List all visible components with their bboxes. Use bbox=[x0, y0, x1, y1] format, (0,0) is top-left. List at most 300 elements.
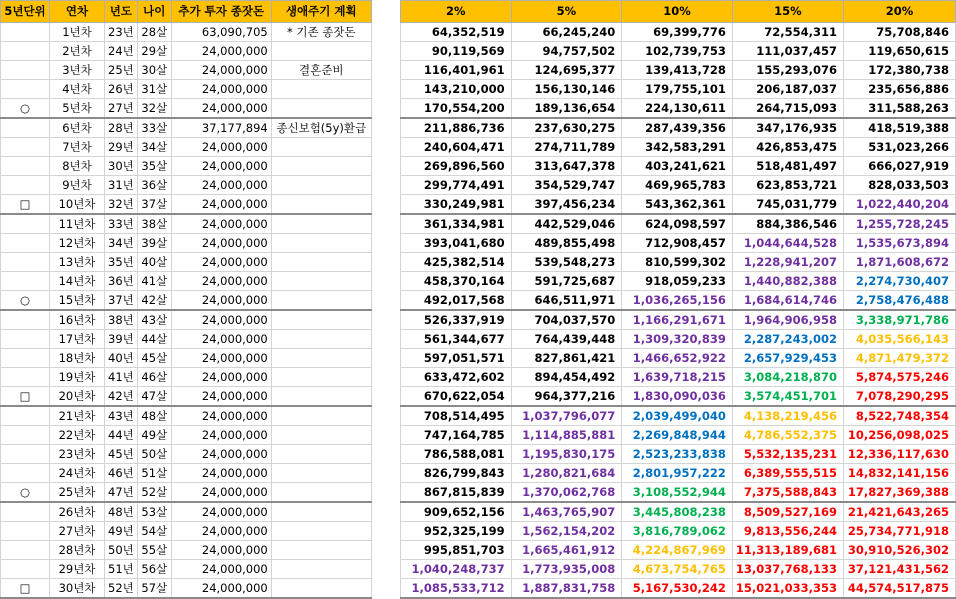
growth-value-cell[interactable]: 1,773,935,008 bbox=[511, 560, 622, 579]
growth-value-cell[interactable]: 8,509,527,169 bbox=[732, 502, 843, 522]
investment-cell[interactable]: 24,000,000 bbox=[171, 42, 271, 61]
investment-cell[interactable]: 24,000,000 bbox=[171, 291, 271, 311]
growth-value-cell[interactable]: 7,375,588,843 bbox=[732, 483, 843, 503]
growth-value-cell[interactable]: 3,108,552,944 bbox=[622, 483, 733, 503]
growth-value-cell[interactable]: 894,454,492 bbox=[511, 368, 622, 387]
five-year-mark[interactable] bbox=[1, 80, 50, 99]
age-cell[interactable]: 38살 bbox=[137, 214, 171, 234]
growth-value-cell[interactable]: 1,463,765,907 bbox=[511, 502, 622, 522]
growth-value-cell[interactable]: 1,871,608,672 bbox=[844, 253, 956, 272]
five-year-mark[interactable] bbox=[1, 368, 50, 387]
age-cell[interactable]: 48살 bbox=[137, 406, 171, 426]
growth-value-cell[interactable]: 426,853,475 bbox=[732, 138, 843, 157]
growth-value-cell[interactable]: 964,377,216 bbox=[511, 387, 622, 407]
growth-value-cell[interactable]: 347,176,935 bbox=[732, 118, 843, 138]
five-year-mark[interactable] bbox=[1, 234, 50, 253]
growth-value-cell[interactable]: 1,037,796,077 bbox=[511, 406, 622, 426]
five-year-mark[interactable] bbox=[1, 138, 50, 157]
plan-cell[interactable] bbox=[271, 445, 371, 464]
plan-cell[interactable] bbox=[271, 464, 371, 483]
growth-value-cell[interactable]: 670,622,054 bbox=[401, 387, 512, 407]
growth-value-cell[interactable]: 518,481,497 bbox=[732, 157, 843, 176]
growth-value-cell[interactable]: 124,695,377 bbox=[511, 61, 622, 80]
five-year-mark[interactable] bbox=[1, 310, 50, 330]
five-year-mark[interactable]: ○ bbox=[1, 483, 50, 503]
growth-value-cell[interactable]: 30,910,526,302 bbox=[844, 541, 956, 560]
growth-value-cell[interactable]: 1,280,821,684 bbox=[511, 464, 622, 483]
growth-value-cell[interactable]: 299,774,491 bbox=[401, 176, 512, 195]
growth-value-cell[interactable]: 597,051,571 bbox=[401, 349, 512, 368]
growth-value-cell[interactable]: 235,656,886 bbox=[844, 80, 956, 99]
investment-cell[interactable]: 24,000,000 bbox=[171, 579, 271, 599]
plan-cell[interactable] bbox=[271, 310, 371, 330]
plan-cell[interactable] bbox=[271, 195, 371, 215]
growth-value-cell[interactable]: 403,241,621 bbox=[622, 157, 733, 176]
investment-cell[interactable]: 24,000,000 bbox=[171, 406, 271, 426]
five-year-mark[interactable]: ○ bbox=[1, 99, 50, 119]
age-cell[interactable]: 29살 bbox=[137, 42, 171, 61]
year-count-cell[interactable]: 11년차 bbox=[50, 214, 105, 234]
age-cell[interactable]: 41살 bbox=[137, 272, 171, 291]
growth-value-cell[interactable]: 1,255,728,245 bbox=[844, 214, 956, 234]
growth-value-cell[interactable]: 1,684,614,746 bbox=[732, 291, 843, 311]
five-year-mark[interactable]: □ bbox=[1, 387, 50, 407]
year-cell[interactable]: 39년 bbox=[105, 330, 138, 349]
investment-cell[interactable]: 24,000,000 bbox=[171, 368, 271, 387]
growth-value-cell[interactable]: 72,554,311 bbox=[732, 23, 843, 42]
growth-value-cell[interactable]: 764,439,448 bbox=[511, 330, 622, 349]
plan-cell[interactable] bbox=[271, 349, 371, 368]
header-additional-investment[interactable]: 추가 투자 종잣돈 bbox=[171, 1, 271, 23]
growth-value-cell[interactable]: 25,734,771,918 bbox=[844, 522, 956, 541]
growth-value-cell[interactable]: 3,445,808,238 bbox=[622, 502, 733, 522]
year-cell[interactable]: 44년 bbox=[105, 426, 138, 445]
growth-value-cell[interactable]: 1,166,291,671 bbox=[622, 310, 733, 330]
growth-value-cell[interactable]: 1,044,644,528 bbox=[732, 234, 843, 253]
year-count-cell[interactable]: 4년차 bbox=[50, 80, 105, 99]
growth-value-cell[interactable]: 952,325,199 bbox=[401, 522, 512, 541]
growth-value-cell[interactable]: 591,725,687 bbox=[511, 272, 622, 291]
year-cell[interactable]: 30년 bbox=[105, 157, 138, 176]
investment-cell[interactable]: 24,000,000 bbox=[171, 502, 271, 522]
growth-value-cell[interactable]: 264,715,093 bbox=[732, 99, 843, 119]
investment-cell[interactable]: 24,000,000 bbox=[171, 330, 271, 349]
investment-cell[interactable]: 24,000,000 bbox=[171, 387, 271, 407]
growth-value-cell[interactable]: 3,574,451,701 bbox=[732, 387, 843, 407]
growth-value-cell[interactable]: 4,138,219,456 bbox=[732, 406, 843, 426]
age-cell[interactable]: 34살 bbox=[137, 138, 171, 157]
growth-value-cell[interactable]: 313,647,378 bbox=[511, 157, 622, 176]
year-count-cell[interactable]: 21년차 bbox=[50, 406, 105, 426]
growth-value-cell[interactable]: 5,167,530,242 bbox=[622, 579, 733, 599]
header-age[interactable]: 나이 bbox=[137, 1, 171, 23]
growth-value-cell[interactable]: 15,021,033,353 bbox=[732, 579, 843, 599]
year-count-cell[interactable]: 3년차 bbox=[50, 61, 105, 80]
year-cell[interactable]: 43년 bbox=[105, 406, 138, 426]
plan-cell[interactable] bbox=[271, 80, 371, 99]
year-count-cell[interactable]: 13년차 bbox=[50, 253, 105, 272]
growth-value-cell[interactable]: 189,136,654 bbox=[511, 99, 622, 119]
five-year-mark[interactable] bbox=[1, 214, 50, 234]
age-cell[interactable]: 40살 bbox=[137, 253, 171, 272]
year-cell[interactable]: 24년 bbox=[105, 42, 138, 61]
year-count-cell[interactable]: 27년차 bbox=[50, 522, 105, 541]
age-cell[interactable]: 57살 bbox=[137, 579, 171, 599]
year-count-cell[interactable]: 16년차 bbox=[50, 310, 105, 330]
investment-cell[interactable]: 24,000,000 bbox=[171, 61, 271, 80]
five-year-mark[interactable] bbox=[1, 176, 50, 195]
age-cell[interactable]: 36살 bbox=[137, 176, 171, 195]
plan-cell[interactable] bbox=[271, 253, 371, 272]
year-cell[interactable]: 25년 bbox=[105, 61, 138, 80]
growth-value-cell[interactable]: 867,815,839 bbox=[401, 483, 512, 503]
growth-value-cell[interactable]: 1,562,154,202 bbox=[511, 522, 622, 541]
growth-value-cell[interactable]: 361,334,981 bbox=[401, 214, 512, 234]
year-cell[interactable]: 46년 bbox=[105, 464, 138, 483]
five-year-mark[interactable] bbox=[1, 23, 50, 42]
growth-value-cell[interactable]: 8,522,748,354 bbox=[844, 406, 956, 426]
investment-cell[interactable]: 24,000,000 bbox=[171, 483, 271, 503]
growth-value-cell[interactable]: 4,786,552,375 bbox=[732, 426, 843, 445]
growth-value-cell[interactable]: 442,529,046 bbox=[511, 214, 622, 234]
growth-value-cell[interactable]: 1,114,885,881 bbox=[511, 426, 622, 445]
growth-value-cell[interactable]: 884,386,546 bbox=[732, 214, 843, 234]
age-cell[interactable]: 45살 bbox=[137, 349, 171, 368]
five-year-mark[interactable]: □ bbox=[1, 579, 50, 599]
growth-value-cell[interactable]: 75,708,846 bbox=[844, 23, 956, 42]
five-year-mark[interactable]: □ bbox=[1, 195, 50, 215]
investment-cell[interactable]: 63,090,705 bbox=[171, 23, 271, 42]
growth-value-cell[interactable]: 3,084,218,870 bbox=[732, 368, 843, 387]
year-cell[interactable]: 35년 bbox=[105, 253, 138, 272]
growth-value-cell[interactable]: 354,529,747 bbox=[511, 176, 622, 195]
investment-cell[interactable]: 24,000,000 bbox=[171, 195, 271, 215]
five-year-mark[interactable] bbox=[1, 560, 50, 579]
age-cell[interactable]: 54살 bbox=[137, 522, 171, 541]
age-cell[interactable]: 44살 bbox=[137, 330, 171, 349]
age-cell[interactable]: 50살 bbox=[137, 445, 171, 464]
growth-value-cell[interactable]: 828,033,503 bbox=[844, 176, 956, 195]
growth-value-cell[interactable]: 10,256,098,025 bbox=[844, 426, 956, 445]
growth-value-cell[interactable]: 393,041,680 bbox=[401, 234, 512, 253]
plan-cell[interactable]: 결혼준비 bbox=[271, 61, 371, 80]
age-cell[interactable]: 42살 bbox=[137, 291, 171, 311]
growth-value-cell[interactable]: 240,604,471 bbox=[401, 138, 512, 157]
growth-value-cell[interactable]: 633,472,602 bbox=[401, 368, 512, 387]
plan-cell[interactable] bbox=[271, 272, 371, 291]
growth-value-cell[interactable]: 287,439,356 bbox=[622, 118, 733, 138]
investment-cell[interactable]: 24,000,000 bbox=[171, 234, 271, 253]
growth-value-cell[interactable]: 1,309,320,839 bbox=[622, 330, 733, 349]
growth-value-cell[interactable]: 418,519,388 bbox=[844, 118, 956, 138]
growth-value-cell[interactable]: 2,523,233,838 bbox=[622, 445, 733, 464]
growth-value-cell[interactable]: 543,362,361 bbox=[622, 195, 733, 215]
investment-cell[interactable]: 24,000,000 bbox=[171, 253, 271, 272]
five-year-mark[interactable] bbox=[1, 426, 50, 445]
growth-value-cell[interactable]: 1,370,062,768 bbox=[511, 483, 622, 503]
year-count-cell[interactable]: 23년차 bbox=[50, 445, 105, 464]
investment-cell[interactable]: 24,000,000 bbox=[171, 464, 271, 483]
age-cell[interactable]: 47살 bbox=[137, 387, 171, 407]
growth-value-cell[interactable]: 269,896,560 bbox=[401, 157, 512, 176]
investment-cell[interactable]: 24,000,000 bbox=[171, 99, 271, 119]
year-count-cell[interactable]: 25년차 bbox=[50, 483, 105, 503]
growth-value-cell[interactable]: 2,269,848,944 bbox=[622, 426, 733, 445]
header-year-count[interactable]: 연차 bbox=[50, 1, 105, 23]
year-cell[interactable]: 50년 bbox=[105, 541, 138, 560]
plan-cell[interactable] bbox=[271, 387, 371, 407]
growth-value-cell[interactable]: 330,249,981 bbox=[401, 195, 512, 215]
growth-value-cell[interactable]: 1,535,673,894 bbox=[844, 234, 956, 253]
year-cell[interactable]: 26년 bbox=[105, 80, 138, 99]
year-cell[interactable]: 41년 bbox=[105, 368, 138, 387]
year-count-cell[interactable]: 2년차 bbox=[50, 42, 105, 61]
growth-value-cell[interactable]: 704,037,570 bbox=[511, 310, 622, 330]
five-year-mark[interactable] bbox=[1, 522, 50, 541]
growth-value-cell[interactable]: 11,313,189,681 bbox=[732, 541, 843, 560]
growth-value-cell[interactable]: 918,059,233 bbox=[622, 272, 733, 291]
growth-value-cell[interactable]: 561,344,677 bbox=[401, 330, 512, 349]
header-rate-10[interactable]: 10% bbox=[622, 1, 733, 23]
growth-value-cell[interactable]: 708,514,495 bbox=[401, 406, 512, 426]
plan-cell[interactable] bbox=[271, 502, 371, 522]
plan-cell[interactable] bbox=[271, 579, 371, 599]
plan-cell[interactable] bbox=[271, 138, 371, 157]
growth-value-cell[interactable]: 531,023,266 bbox=[844, 138, 956, 157]
growth-value-cell[interactable]: 311,588,263 bbox=[844, 99, 956, 119]
growth-value-cell[interactable]: 4,035,566,143 bbox=[844, 330, 956, 349]
growth-value-cell[interactable]: 1,022,440,204 bbox=[844, 195, 956, 215]
age-cell[interactable]: 37살 bbox=[137, 195, 171, 215]
growth-value-cell[interactable]: 155,293,076 bbox=[732, 61, 843, 80]
year-cell[interactable]: 33년 bbox=[105, 214, 138, 234]
header-rate-5[interactable]: 5% bbox=[511, 1, 622, 23]
growth-value-cell[interactable]: 3,816,789,062 bbox=[622, 522, 733, 541]
growth-value-cell[interactable]: 1,040,248,737 bbox=[401, 560, 512, 579]
growth-value-cell[interactable]: 826,799,843 bbox=[401, 464, 512, 483]
five-year-mark[interactable] bbox=[1, 61, 50, 80]
year-count-cell[interactable]: 8년차 bbox=[50, 157, 105, 176]
year-cell[interactable]: 36년 bbox=[105, 272, 138, 291]
age-cell[interactable]: 55살 bbox=[137, 541, 171, 560]
year-count-cell[interactable]: 18년차 bbox=[50, 349, 105, 368]
age-cell[interactable]: 33살 bbox=[137, 118, 171, 138]
age-cell[interactable]: 28살 bbox=[137, 23, 171, 42]
year-count-cell[interactable]: 17년차 bbox=[50, 330, 105, 349]
plan-cell[interactable] bbox=[271, 157, 371, 176]
year-cell[interactable]: 29년 bbox=[105, 138, 138, 157]
investment-cell[interactable]: 24,000,000 bbox=[171, 138, 271, 157]
year-cell[interactable]: 45년 bbox=[105, 445, 138, 464]
growth-value-cell[interactable]: 1,639,718,215 bbox=[622, 368, 733, 387]
plan-cell[interactable] bbox=[271, 99, 371, 119]
five-year-mark[interactable] bbox=[1, 42, 50, 61]
growth-value-cell[interactable]: 94,757,502 bbox=[511, 42, 622, 61]
header-year[interactable]: 년도 bbox=[105, 1, 138, 23]
growth-value-cell[interactable]: 66,245,240 bbox=[511, 23, 622, 42]
year-count-cell[interactable]: 7년차 bbox=[50, 138, 105, 157]
growth-value-cell[interactable]: 179,755,101 bbox=[622, 80, 733, 99]
growth-value-cell[interactable]: 21,421,643,265 bbox=[844, 502, 956, 522]
investment-cell[interactable]: 37,177,894 bbox=[171, 118, 271, 138]
plan-cell[interactable] bbox=[271, 330, 371, 349]
growth-value-cell[interactable]: 2,758,476,488 bbox=[844, 291, 956, 311]
growth-value-cell[interactable]: 1,830,090,036 bbox=[622, 387, 733, 407]
five-year-mark[interactable] bbox=[1, 253, 50, 272]
five-year-mark[interactable] bbox=[1, 157, 50, 176]
age-cell[interactable]: 35살 bbox=[137, 157, 171, 176]
investment-cell[interactable]: 24,000,000 bbox=[171, 560, 271, 579]
year-count-cell[interactable]: 28년차 bbox=[50, 541, 105, 560]
five-year-mark[interactable]: ○ bbox=[1, 291, 50, 311]
five-year-mark[interactable] bbox=[1, 406, 50, 426]
year-cell[interactable]: 23년 bbox=[105, 23, 138, 42]
five-year-mark[interactable] bbox=[1, 445, 50, 464]
growth-value-cell[interactable]: 211,886,736 bbox=[401, 118, 512, 138]
growth-value-cell[interactable]: 14,832,141,156 bbox=[844, 464, 956, 483]
age-cell[interactable]: 51살 bbox=[137, 464, 171, 483]
plan-cell[interactable] bbox=[271, 291, 371, 311]
investment-cell[interactable]: 24,000,000 bbox=[171, 522, 271, 541]
growth-value-cell[interactable]: 143,210,000 bbox=[401, 80, 512, 99]
year-count-cell[interactable]: 29년차 bbox=[50, 560, 105, 579]
growth-value-cell[interactable]: 397,456,234 bbox=[511, 195, 622, 215]
investment-cell[interactable]: 24,000,000 bbox=[171, 80, 271, 99]
five-year-mark[interactable] bbox=[1, 349, 50, 368]
year-cell[interactable]: 40년 bbox=[105, 349, 138, 368]
plan-cell[interactable] bbox=[271, 214, 371, 234]
plan-cell[interactable] bbox=[271, 368, 371, 387]
growth-value-cell[interactable]: 425,382,514 bbox=[401, 253, 512, 272]
five-year-mark[interactable] bbox=[1, 118, 50, 138]
growth-value-cell[interactable]: 102,739,753 bbox=[622, 42, 733, 61]
plan-cell[interactable] bbox=[271, 426, 371, 445]
header-5yr-unit[interactable]: 5년단위 bbox=[1, 1, 50, 23]
growth-value-cell[interactable]: 4,224,867,969 bbox=[622, 541, 733, 560]
year-cell[interactable]: 48년 bbox=[105, 502, 138, 522]
year-cell[interactable]: 31년 bbox=[105, 176, 138, 195]
growth-value-cell[interactable]: 156,130,146 bbox=[511, 80, 622, 99]
investment-cell[interactable]: 24,000,000 bbox=[171, 310, 271, 330]
growth-value-cell[interactable]: 624,098,597 bbox=[622, 214, 733, 234]
age-cell[interactable]: 30살 bbox=[137, 61, 171, 80]
year-count-cell[interactable]: 24년차 bbox=[50, 464, 105, 483]
growth-value-cell[interactable]: 745,031,779 bbox=[732, 195, 843, 215]
growth-value-cell[interactable]: 827,861,421 bbox=[511, 349, 622, 368]
growth-value-cell[interactable]: 623,853,721 bbox=[732, 176, 843, 195]
header-rate-2[interactable]: 2% bbox=[401, 1, 512, 23]
growth-value-cell[interactable]: 9,813,556,244 bbox=[732, 522, 843, 541]
growth-value-cell[interactable]: 12,336,117,630 bbox=[844, 445, 956, 464]
growth-value-cell[interactable]: 3,338,971,786 bbox=[844, 310, 956, 330]
age-cell[interactable]: 39살 bbox=[137, 234, 171, 253]
investment-cell[interactable]: 24,000,000 bbox=[171, 157, 271, 176]
investment-cell[interactable]: 24,000,000 bbox=[171, 176, 271, 195]
investment-cell[interactable]: 24,000,000 bbox=[171, 349, 271, 368]
investment-cell[interactable]: 24,000,000 bbox=[171, 272, 271, 291]
plan-cell[interactable]: 종신보험(5y)환급 bbox=[271, 118, 371, 138]
age-cell[interactable]: 56살 bbox=[137, 560, 171, 579]
age-cell[interactable]: 49살 bbox=[137, 426, 171, 445]
year-cell[interactable]: 38년 bbox=[105, 310, 138, 330]
growth-value-cell[interactable]: 2,287,243,002 bbox=[732, 330, 843, 349]
plan-cell[interactable] bbox=[271, 176, 371, 195]
growth-value-cell[interactable]: 1,440,882,388 bbox=[732, 272, 843, 291]
plan-cell[interactable]: * 기존 종잣돈 bbox=[271, 23, 371, 42]
investment-cell[interactable]: 24,000,000 bbox=[171, 214, 271, 234]
growth-value-cell[interactable]: 6,389,555,515 bbox=[732, 464, 843, 483]
growth-value-cell[interactable]: 1,085,533,712 bbox=[401, 579, 512, 599]
five-year-mark[interactable] bbox=[1, 464, 50, 483]
growth-value-cell[interactable]: 1,228,941,207 bbox=[732, 253, 843, 272]
age-cell[interactable]: 46살 bbox=[137, 368, 171, 387]
growth-value-cell[interactable]: 786,588,081 bbox=[401, 445, 512, 464]
growth-value-cell[interactable]: 139,413,728 bbox=[622, 61, 733, 80]
investment-cell[interactable]: 24,000,000 bbox=[171, 445, 271, 464]
growth-value-cell[interactable]: 2,657,929,453 bbox=[732, 349, 843, 368]
growth-value-cell[interactable]: 116,401,961 bbox=[401, 61, 512, 80]
plan-cell[interactable] bbox=[271, 42, 371, 61]
header-rate-20[interactable]: 20% bbox=[844, 1, 956, 23]
year-count-cell[interactable]: 26년차 bbox=[50, 502, 105, 522]
growth-value-cell[interactable]: 747,164,785 bbox=[401, 426, 512, 445]
growth-value-cell[interactable]: 13,037,768,133 bbox=[732, 560, 843, 579]
year-cell[interactable]: 34년 bbox=[105, 234, 138, 253]
growth-value-cell[interactable]: 4,673,754,765 bbox=[622, 560, 733, 579]
growth-value-cell[interactable]: 458,370,164 bbox=[401, 272, 512, 291]
age-cell[interactable]: 32살 bbox=[137, 99, 171, 119]
growth-value-cell[interactable]: 5,532,135,231 bbox=[732, 445, 843, 464]
growth-value-cell[interactable]: 44,574,517,875 bbox=[844, 579, 956, 599]
year-count-cell[interactable]: 30년차 bbox=[50, 579, 105, 599]
growth-value-cell[interactable]: 2,274,730,407 bbox=[844, 272, 956, 291]
age-cell[interactable]: 43살 bbox=[137, 310, 171, 330]
year-cell[interactable]: 32년 bbox=[105, 195, 138, 215]
year-count-cell[interactable]: 10년차 bbox=[50, 195, 105, 215]
year-count-cell[interactable]: 12년차 bbox=[50, 234, 105, 253]
growth-value-cell[interactable]: 64,352,519 bbox=[401, 23, 512, 42]
year-cell[interactable]: 42년 bbox=[105, 387, 138, 407]
plan-cell[interactable] bbox=[271, 560, 371, 579]
header-lifecycle-plan[interactable]: 생애주기 계획 bbox=[271, 1, 371, 23]
year-cell[interactable]: 28년 bbox=[105, 118, 138, 138]
plan-cell[interactable] bbox=[271, 483, 371, 503]
growth-value-cell[interactable]: 469,965,783 bbox=[622, 176, 733, 195]
year-count-cell[interactable]: 19년차 bbox=[50, 368, 105, 387]
year-count-cell[interactable]: 20년차 bbox=[50, 387, 105, 407]
growth-value-cell[interactable]: 539,548,273 bbox=[511, 253, 622, 272]
growth-value-cell[interactable]: 712,908,457 bbox=[622, 234, 733, 253]
year-count-cell[interactable]: 5년차 bbox=[50, 99, 105, 119]
growth-value-cell[interactable]: 489,855,498 bbox=[511, 234, 622, 253]
year-count-cell[interactable]: 14년차 bbox=[50, 272, 105, 291]
growth-value-cell[interactable]: 224,130,611 bbox=[622, 99, 733, 119]
year-count-cell[interactable]: 1년차 bbox=[50, 23, 105, 42]
growth-value-cell[interactable]: 4,871,479,372 bbox=[844, 349, 956, 368]
growth-value-cell[interactable]: 7,078,290,295 bbox=[844, 387, 956, 407]
growth-value-cell[interactable]: 1,887,831,758 bbox=[511, 579, 622, 599]
growth-value-cell[interactable]: 1,964,906,958 bbox=[732, 310, 843, 330]
investment-cell[interactable]: 24,000,000 bbox=[171, 426, 271, 445]
year-count-cell[interactable]: 6년차 bbox=[50, 118, 105, 138]
growth-value-cell[interactable]: 2,039,499,040 bbox=[622, 406, 733, 426]
five-year-mark[interactable] bbox=[1, 541, 50, 560]
year-cell[interactable]: 37년 bbox=[105, 291, 138, 311]
five-year-mark[interactable] bbox=[1, 502, 50, 522]
plan-cell[interactable] bbox=[271, 234, 371, 253]
header-rate-15[interactable]: 15% bbox=[732, 1, 843, 23]
growth-value-cell[interactable]: 170,554,200 bbox=[401, 99, 512, 119]
